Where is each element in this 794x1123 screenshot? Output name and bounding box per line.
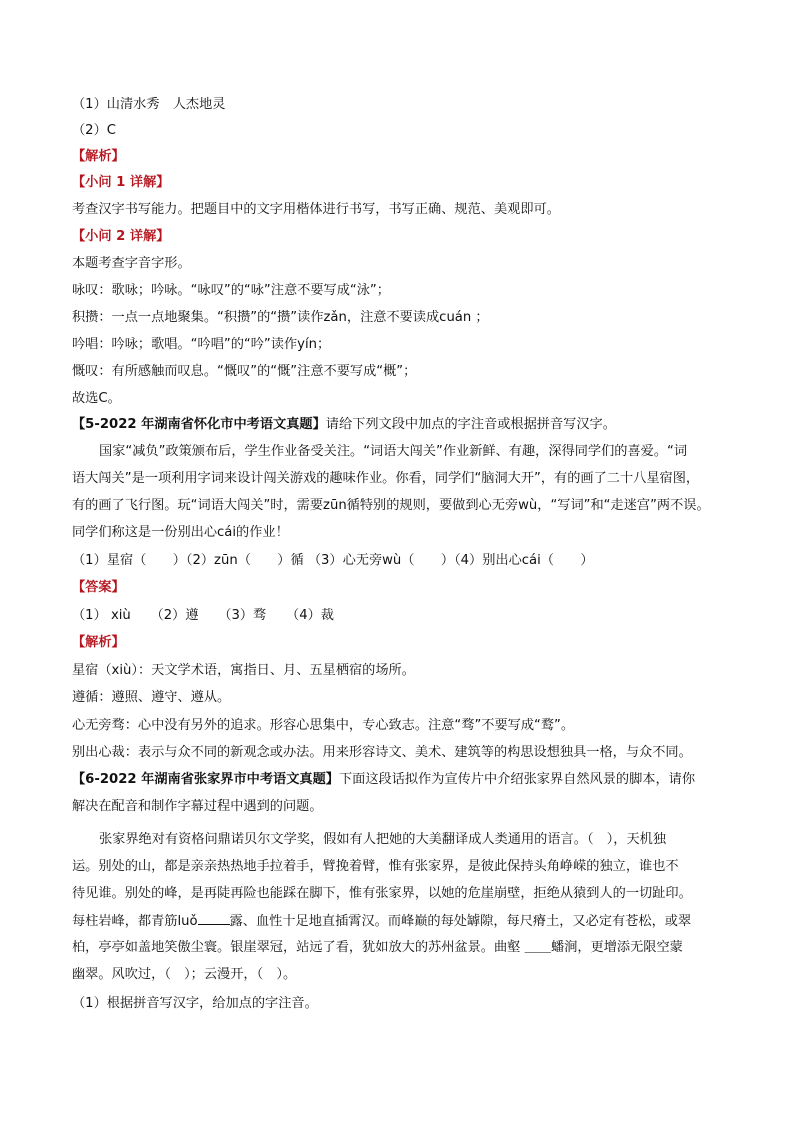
passage-line: 张家界绝对有资格问鼎诺贝尔文学奖，假如有人把她的大美翻译成人类通用的语言。（ ），天机独: [99, 832, 667, 847]
question-6-title: [72, 771, 732, 789]
passage-line: 柏，亭亭如盖地笑傲尘寰。银崖翠冠，站远了看，犹如放大的苏州盆景。曲壑 ＿＿蟠涧，更增添无限空蒙: [72, 940, 683, 955]
text-line: 慨叹：有所感触而叹息。“慨叹”的“慨”注意不要写成“概”；: [72, 364, 417, 379]
question-5-prompt: 请给下列文段中加点的字注音或根据拼音写汉字。: [325, 417, 616, 432]
text-line: 心无旁骛：心中没有另外的追求。形容心思集中，专心致志。注意“骛”不要写成“鹜”。: [72, 718, 575, 733]
text-line: 遵循：遵照、遵守、遵从。: [72, 690, 231, 705]
passage-line: 待见谁。别处的峰，是再陡再险也能踩在脚下，惟有张家界，以她的危崖崩壁，拒绝从猿到人的一切趾印。: [72, 886, 692, 901]
text-line: 故选C。: [72, 391, 121, 406]
question-5-source: 【5-2022 年湖南省怀化市中考语文真题】: [72, 417, 326, 432]
answer-line-1: （1）山清水秀 人杰地灵: [72, 97, 226, 112]
question-items: （1）星宿（ ）（2）zūn（ ）循 （3）心无旁wù（ ）（4）别出心cái（ ）: [72, 553, 594, 568]
question-6-prompt: 下面这段话拟作为宣传片中介绍张家界自然风景的脚本，请你: [338, 772, 696, 787]
text-line: 积攒：一点一点地聚集。“积攒”的“攒”读作zǎn，注意不要读成cuán ；: [72, 310, 489, 325]
answer-heading: 【答案】: [72, 580, 125, 595]
passage-fragment: 露、血性十足地直插霄汉。而峰巅的每处罅隙，每尺瘠土，又必定有苍松，或翠: [229, 914, 692, 929]
passage-line: 有的画了飞行图。玩“词语大闯关”时，需要zūn循特别的规则，要做到心无旁wù，“写词”和“走迷宫”两不误。: [72, 498, 710, 513]
analysis-heading: 【解析】: [72, 635, 125, 650]
question-item: （1）根据拼音写汉字，给加点的字注音。: [72, 996, 318, 1011]
text-line: 本题考查字音字形。: [72, 256, 191, 271]
subquestion-1-heading: 【小问 1 详解】: [72, 175, 170, 190]
text-line: 解决在配音和制作字幕过程中遇到的问题。: [72, 799, 323, 814]
text-line: 吟唱：吟咏；歌唱。“吟唱”的“吟”读作yín；: [72, 337, 331, 352]
question-5-title: [72, 416, 732, 434]
passage-line: 语大闯关”是一项利用字词来设计闯关游戏的趣味作业。你看，同学们“脑洞大开”，有的画了二十八星宿图，: [72, 471, 700, 486]
text-line: 星宿（xiù）：天文学术语，寓指日、月、五星栖宿的场所。: [72, 663, 415, 678]
passage-line: 幽翠。风吹过，（ ）；云漫开，（ ）。: [72, 967, 297, 982]
question-6-source: 【6-2022 年湖南省张家界市中考语文真题】: [72, 772, 339, 787]
fill-in-blank: [198, 912, 230, 925]
passage-line: 同学们称这是一份别出心cái的作业！: [72, 525, 289, 540]
text-line: 别出心裁：表示与众不同的新观念或办法。用来形容诗文、美术、建筑等的构思设想独具一格，与众不同。: [72, 745, 692, 760]
text-line: 考查汉字书写能力。把题目中的文字用楷体进行书写，书写正确、规范、美观即可。: [72, 202, 560, 217]
passage-line: 国家“减负”政策颁布后，学生作业备受关注。“词语大闯关”作业新鲜、有趣，深得同学们的喜爱。“词: [99, 444, 688, 459]
passage-line: 运。别处的山，都是亲亲热热地手拉着手，臂挽着臂，惟有张家界，是彼此保持头角峥嵘的独立，谁也不: [72, 859, 679, 874]
answer-line-2: （2）C: [72, 123, 116, 138]
analysis-heading: 【解析】: [72, 149, 125, 164]
passage-fragment: 每柱岩峰，都青筋luǒ: [72, 914, 198, 929]
passage-line: [72, 912, 732, 931]
answer-items: （1） xiù （2）遵 （3）骛 （4）裁: [72, 608, 334, 623]
subquestion-2-heading: 【小问 2 详解】: [72, 229, 170, 244]
text-line: 咏叹：歌咏；吟咏。“咏叹”的“咏”注意不要写成“泳”；: [72, 283, 390, 298]
